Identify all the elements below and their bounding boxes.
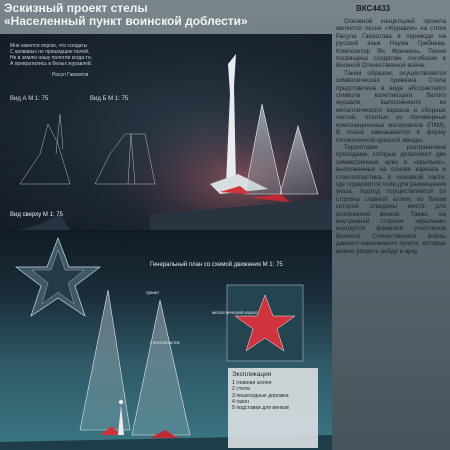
genplan-label: Генеральный план со схемой движения М 1: 75 (150, 262, 283, 268)
explication-item: 1 главная аллея (232, 380, 272, 387)
project-title (4, 2, 324, 28)
explication-item: 2 стела (232, 386, 250, 393)
explication-box (228, 368, 318, 448)
description-paragraph: Территория разграничена проходами, которые дополняют две симметричные арки в «крыльях», выполненных на основе каркаса и стеклопластика. К основной части, где содержится поле для размещения указа, подход осуществляется со стороны главной аллеи, по бокам которой отведены места для возложения венков. Также, на внутренней стороне «крыльев» находятся фамилии участников Великой Отечественной войны данного населенного пункта, которые можно увидеть войдя в арку. (336, 143, 446, 255)
explication-heading: Экспликация (232, 371, 272, 378)
genplan-star (227, 285, 303, 361)
view-a-label: Вид А М 1: 75 (10, 96, 49, 102)
poem-text: Мне кажется порою, что солдаты С кровавых не пришедшие полей, Не в землю нашу полегли когда-то, А превратились в белых журавлей. (10, 43, 93, 67)
title-line-1: Эскизный проект стелы (4, 1, 148, 15)
view-b-label: Вид Б М 1: 75 (90, 96, 129, 102)
title-line-2: «Населенный пункт воинской доблести» (4, 14, 248, 28)
explication-item: 3 пешеходные дорожки (232, 392, 289, 399)
project-code: ВКС4433 (356, 4, 391, 13)
steel-label: металлический каркас (212, 310, 258, 315)
view-top-label: Вид сверху М 1: 75 (10, 212, 63, 218)
star-top-view (16, 238, 100, 316)
description-paragraph: Основной концепцией проекта является песня «Журавли» на стихи Расула Гамзатова в переводе на русский язык Наума Гребнева. Композитор Ян Френкель. Песня посвящена солдатам, погибшим в Великой Отечественной войне. (336, 18, 446, 70)
description-paragraph: Таким образом, осуществляется символическая привязка. Стела представлена в виде абстрактного символа взлетающего белого журавля, выполненного из металлического каркаса и сборных частей, отлитых из полимерных композиционных материалов (ПКМ). В плане завязывается в форму пятиконечной красной звезды. (336, 69, 446, 144)
explication-item: 5 подставки для венков (232, 405, 289, 412)
granite-label: гранит (146, 290, 160, 295)
explication-item: 4 газон (232, 398, 250, 405)
glass-label: стеклопластик (150, 340, 180, 345)
poem-author: Расул Гамзатов (52, 72, 89, 78)
night-render (0, 34, 332, 230)
description-text (336, 18, 446, 255)
